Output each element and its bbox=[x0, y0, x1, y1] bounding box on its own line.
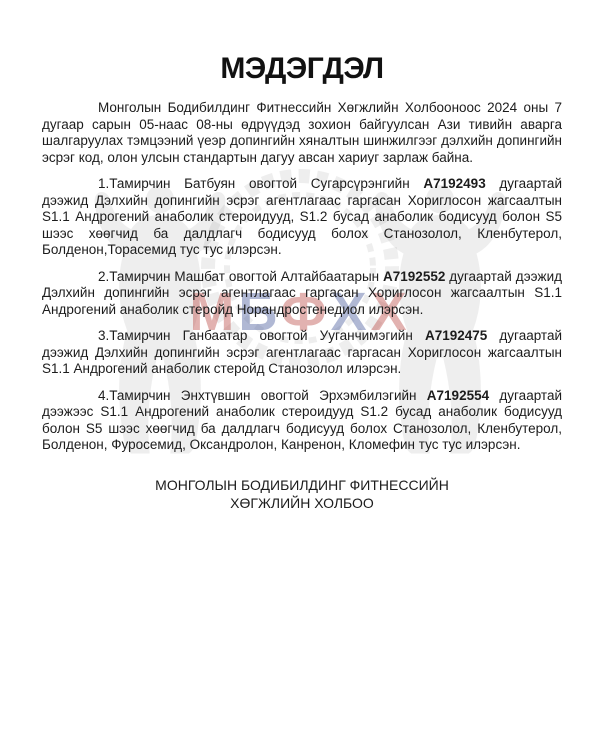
finding-text-after: дугаартай дээжээс S1.1 Андрогений анаболик стероидууд S1.2 бусад анаболик бодисууд болон S5 шээс хөөгчид ба далдлагч бодисууд болох Станозолол, Кленбутерол, Болденон, Фуросемид, Оксандролон, Канренон, Кломефин тус тус илэрсэн. bbox=[42, 387, 562, 452]
athlete-finding-2 bbox=[42, 269, 562, 319]
signature-line-2: ХӨГЖЛИЙН ХОЛБОО bbox=[230, 494, 374, 511]
sample-code: А7192554 bbox=[426, 387, 490, 403]
intro-paragraph: Монголын Бодибилдинг Фитнессийн Хөгжлийн Холбооноос 2024 оны 7 дугаар сарын 05-наас 08-ны өдрүүдэд зохион байгуулсан Ази тивийн аварга шалгаруулах тэмцээний үеэр допингийн хяналтын шинжилгээг дэлхийн допингийн эсрэг код, олон улсын стандартын дагуу авсан хариуг зарлаж байна. bbox=[42, 100, 562, 165]
signature-block bbox=[42, 476, 562, 512]
sample-code: А7192475 bbox=[424, 328, 488, 343]
sample-code: А7192552 bbox=[383, 268, 446, 284]
document-title: МЭДЭГДЭЛ bbox=[220, 52, 384, 85]
finding-text-before: 1.Тамирчин Батбуян овогтой Сугарсүрэнгийн bbox=[98, 176, 424, 191]
athlete-finding-3 bbox=[42, 328, 562, 378]
finding-text-before: 3.Тамирчин Ганбаатар овогтой Ууганчимэгийн bbox=[98, 328, 425, 343]
finding-text-before: 2.Тамирчин Машбат овогтой Алтайбаатарын bbox=[98, 268, 384, 284]
finding-text-after: дугаартай дээжид Дэлхийн допингийн эсрэг агентлагаас гаргасан Хориглосон жагсаалтын S1.1 Андрогений анаболик стеройд Станозолол илэрсэн. bbox=[42, 328, 562, 376]
initial-letter: Х bbox=[330, 282, 371, 342]
initial-letter: М bbox=[189, 282, 239, 342]
athlete-finding-4 bbox=[42, 388, 562, 454]
finding-text-after: дугаартай дээжид Дэлхийн допингийн эсрэг агентлагаас гаргасан Хориглосон жагсаалтын S1.1 Андрогений анаболик стеройд Норандростенедиол илэрсэн. bbox=[42, 268, 562, 317]
initial-letter: Х bbox=[370, 282, 411, 342]
finding-text-before: 4.Тамирчин Энхтүвшин овогтой Эрхэмбилэгийн bbox=[98, 387, 427, 403]
initial-letter: Ф bbox=[280, 282, 331, 342]
signature-line-1: МОНГОЛЫН БОДИБИЛДИНГ ФИТНЕССИЙН bbox=[155, 476, 449, 493]
finding-text-after: дугаартай дээжид Дэлхийн допингийн эсрэг агентлагаас гаргасан Хориглосон жагсаалтын S1.1 Андрогений анаболик стероидууд, S1.2 бусад анаболик бодисууд болон S5 шээс хөөгчид ба далдлагч бодисууд болох Станозолол, Кленбутерол, Болденон,Торасемид тус тус илэрсэн. bbox=[42, 176, 562, 257]
initial-letter: Б bbox=[238, 282, 281, 342]
sample-code: А7192493 bbox=[423, 176, 486, 191]
athlete-finding-1 bbox=[42, 176, 562, 259]
